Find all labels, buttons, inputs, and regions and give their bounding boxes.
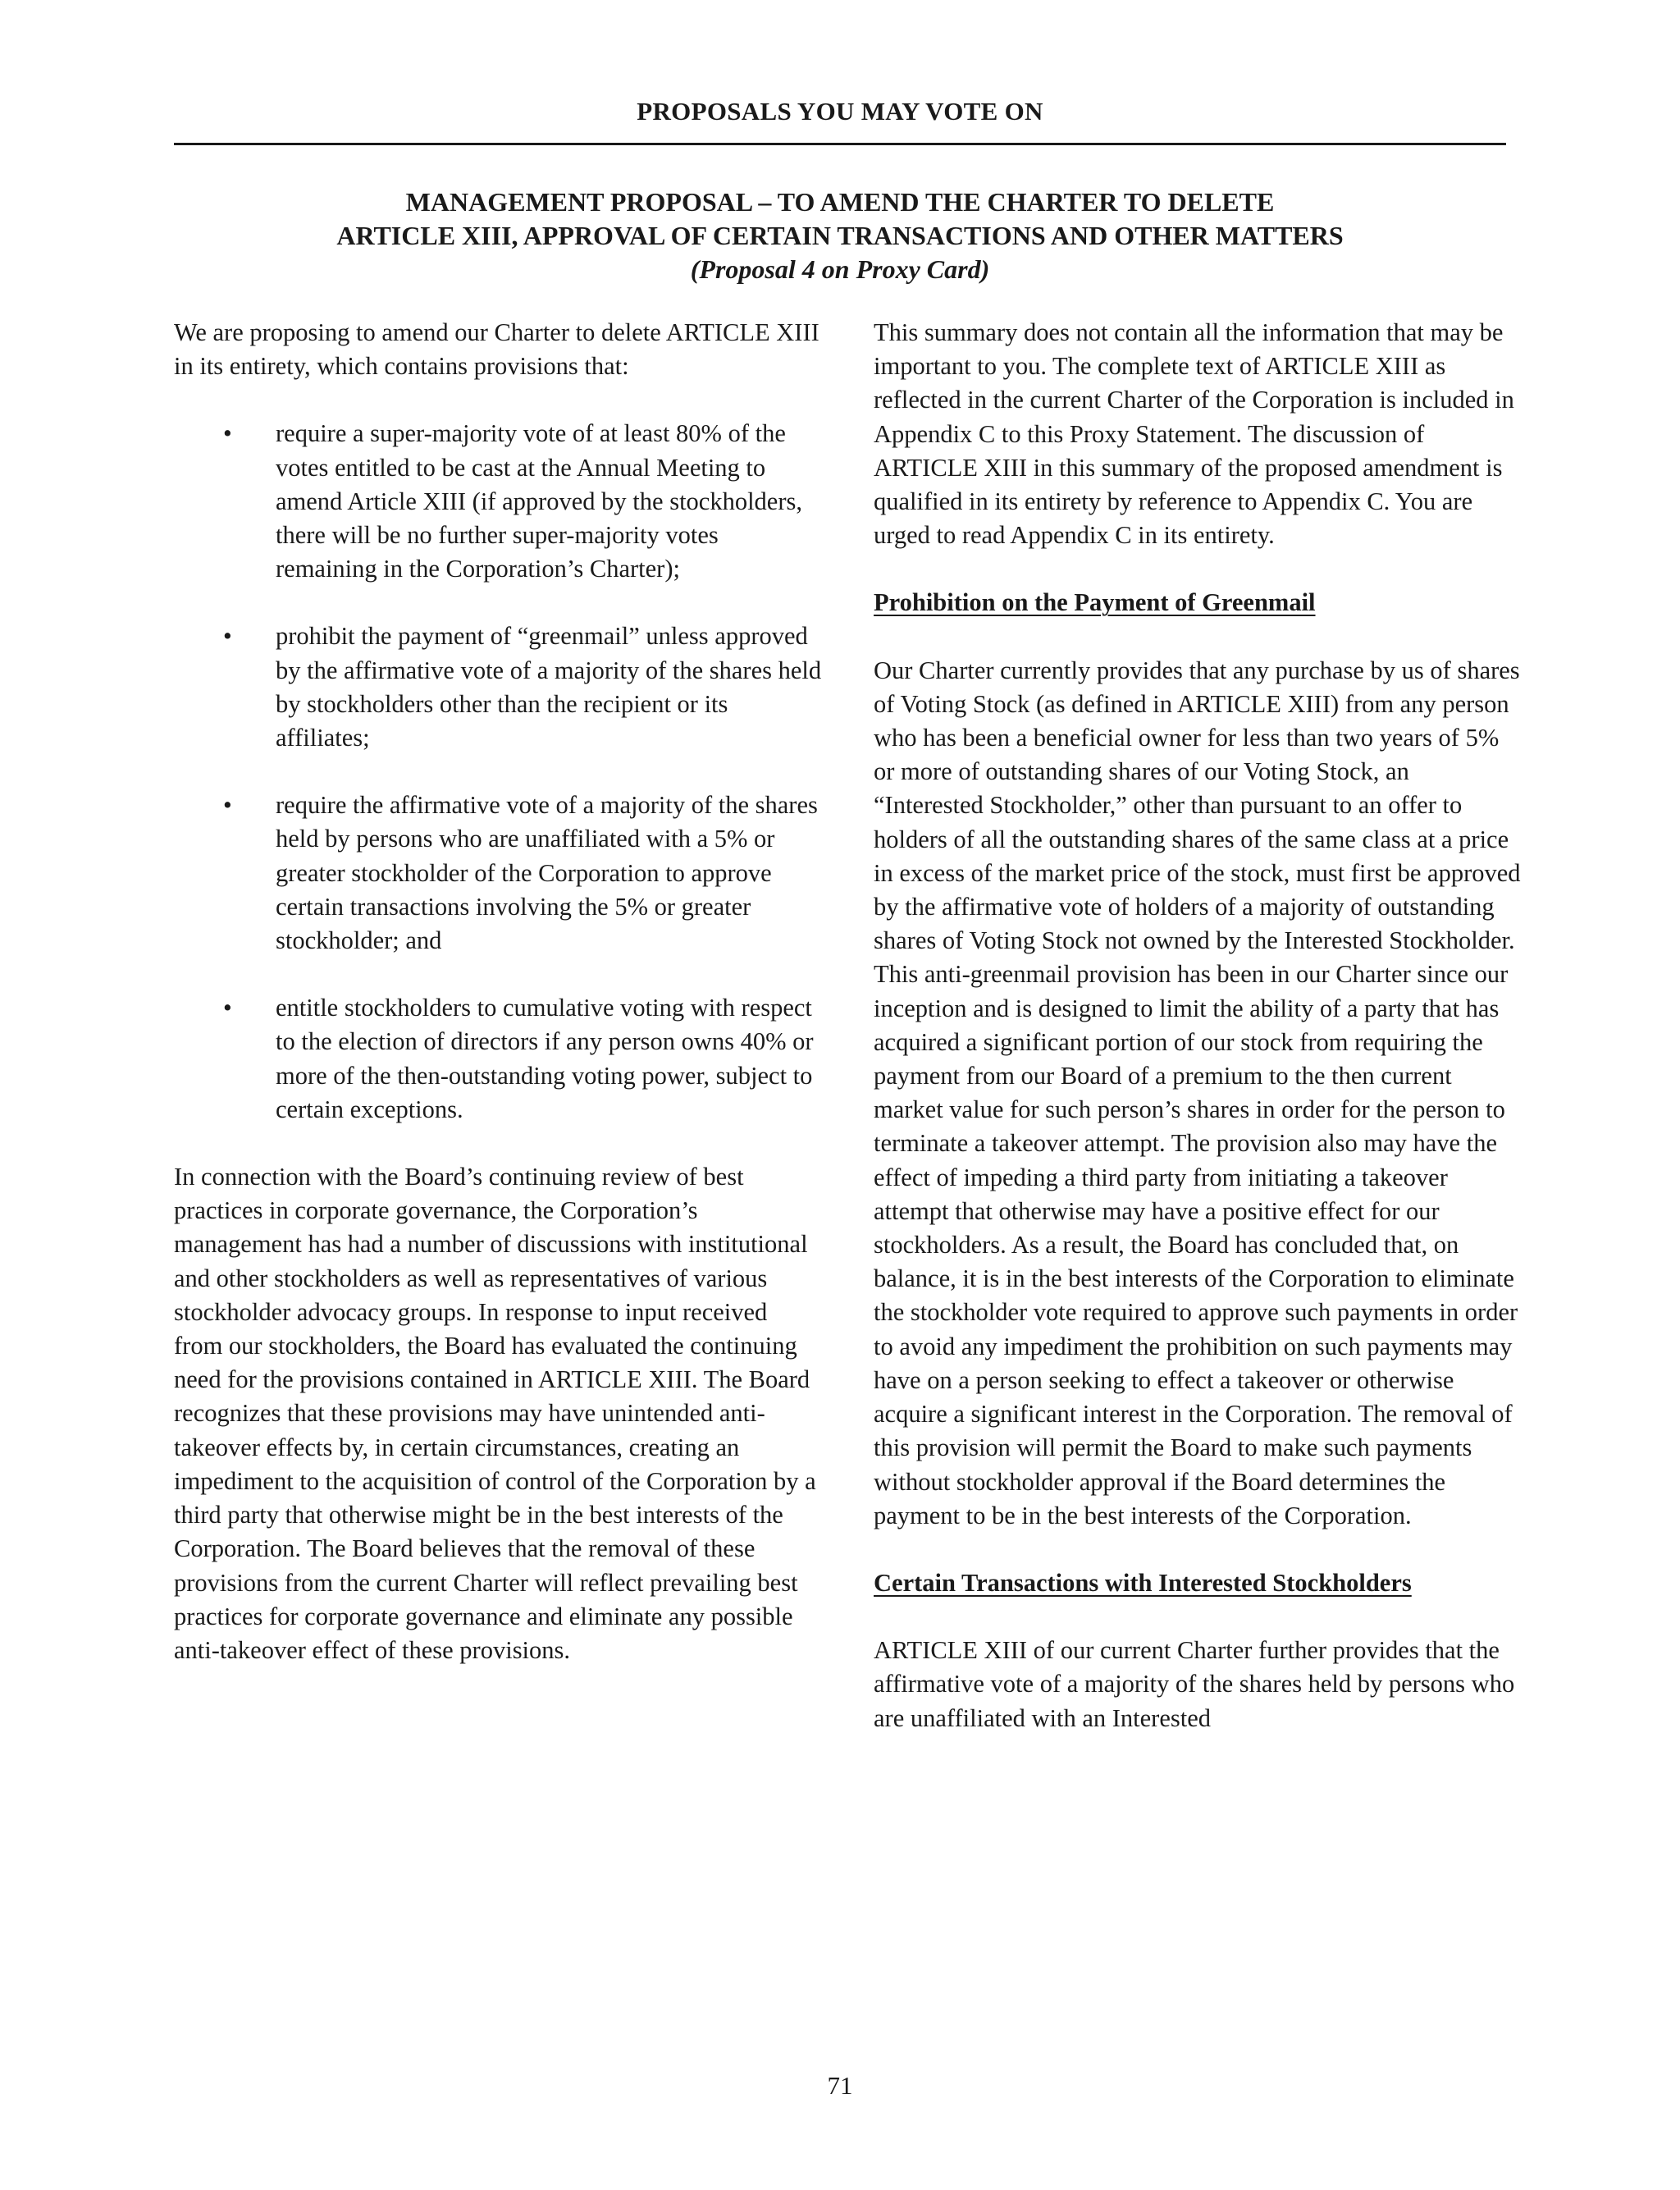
proposal-subtitle: (Proposal 4 on Proxy Card) xyxy=(690,254,990,284)
proposal-title-line-1: MANAGEMENT PROPOSAL – TO AMEND THE CHARTER TO DELETE xyxy=(405,187,1275,217)
list-item-text: require the affirmative vote of a majority of the shares held by persons who are unaffiliated with a 5% or greater stockholder of the Corporation to approve certain transactions involving the 5% or greater stockholder; and xyxy=(276,791,818,955)
provisions-list xyxy=(174,417,822,1127)
bullet-icon: • xyxy=(223,622,232,651)
list-item xyxy=(174,991,822,1127)
page-number: 71 xyxy=(827,2071,853,2100)
list-item xyxy=(174,620,822,755)
proposal-title-block xyxy=(174,185,1506,286)
proposal-title-line-2: ARTICLE XIII, APPROVAL OF CERTAIN TRANSACTIONS AND OTHER MATTERS xyxy=(336,221,1344,250)
header-rule xyxy=(174,143,1506,145)
right-column xyxy=(874,316,1522,1735)
greenmail-paragraph: Our Charter currently provides that any purchase by us of shares of Voting Stock (as defined in ARTICLE XIII) from any person who has been a beneficial owner for less than two years of 5% or more of outstanding shares of our Voting Stock, an “Interested Stockholder,” other than pursuant to an offer to holders of all the outstanding shares of the same class at a price in excess of the market price of the stock, must first be approved by the affirmative vote of holders of a majority of outstanding shares of Voting Stock not owned by the Interested Stockholder. This anti-greenmail provision has been in our Charter since our inception and is designed to limit the ability of a party that has acquired a significant portion of our stock from requiring the payment from our Board of a premium to the then current market value for such person’s shares in order for the person to terminate a takeover attempt. The provision also may have the effect of impeding a third party from initiating a takeover attempt that otherwise may have a positive effect for our stockholders. As a result, the Board has concluded that, on balance, it is in the best interests of the Corporation to eliminate the stockholder vote required to approve such payments in order to avoid any impediment the prohibition on such payments may have on a person seeking to effect a takeover or otherwise acquire a significant interest in the Corporation. The removal of this provision will permit the Board to make such payments without stockholder approval if the Board determines the payment to be in the best interests of the Corporation. xyxy=(874,656,1521,1529)
greenmail-heading: Prohibition on the Payment of Greenmail xyxy=(874,588,1316,617)
bullet-icon: • xyxy=(223,994,232,1022)
list-item-text: entitle stockholders to cumulative voting with respect to the election of directors if any person owns 40% or more of the then-outstanding voting power, subject to certain exceptions. xyxy=(276,994,814,1123)
transactions-heading: Certain Transactions with Interested Stockholders xyxy=(874,1568,1412,1597)
left-column xyxy=(174,316,822,1667)
list-item xyxy=(174,417,822,586)
transactions-paragraph: ARTICLE XIII of our current Charter further provides that the affirmative vote of a majority of the shares held by persons who are unaffiliated with an Interested xyxy=(874,1636,1515,1732)
list-item xyxy=(174,789,822,958)
intro-paragraph: We are proposing to amend our Charter to delete ARTICLE XIII in its entirety, which contains provisions that: xyxy=(174,318,819,381)
page-header: PROPOSALS YOU MAY VOTE ON xyxy=(637,97,1043,126)
bullet-icon: • xyxy=(223,419,232,448)
board-review-paragraph: In connection with the Board’s continuing review of best practices in corporate governance, the Corporation’s management has had a number of discussions with institutional and other stockholders as well as representatives of various stockholder advocacy groups. In response to input received from our stockholders, the Board has evaluated the continuing need for the provisions contained in ARTICLE XIII. The Board recognizes that these provisions may have unintended anti-takeover effects by, in certain circumstances, creating an impediment to the acquisition of control of the Corporation by a third party that otherwise might be in the best interests of the Corporation. The Board believes that the removal of these provisions from the current Charter will reflect prevailing best practices for corporate governance and eliminate any possible anti-takeover effect of these provisions. xyxy=(174,1163,816,1664)
list-item-text: require a super-majority vote of at least 80% of the votes entitled to be cast at the Annual Meeting to amend Article XIII (if approved by the stockholders, there will be no further super-majority votes remaining in the Corporation’s Charter); xyxy=(276,419,802,583)
list-item-text: prohibit the payment of “greenmail” unless approved by the affirmative vote of a majority of the shares held by stockholders other than the recipient or its affiliates; xyxy=(276,622,822,752)
summary-paragraph: This summary does not contain all the information that may be important to you. The complete text of ARTICLE XIII as reflected in the current Charter of the Corporation is included in Appendix C to this Proxy Statement. The discussion of ARTICLE XIII in this summary of the proposed amendment is qualified in its entirety by reference to Appendix C. You are urged to read Appendix C in its entirety. xyxy=(874,318,1514,550)
bullet-icon: • xyxy=(223,791,232,820)
